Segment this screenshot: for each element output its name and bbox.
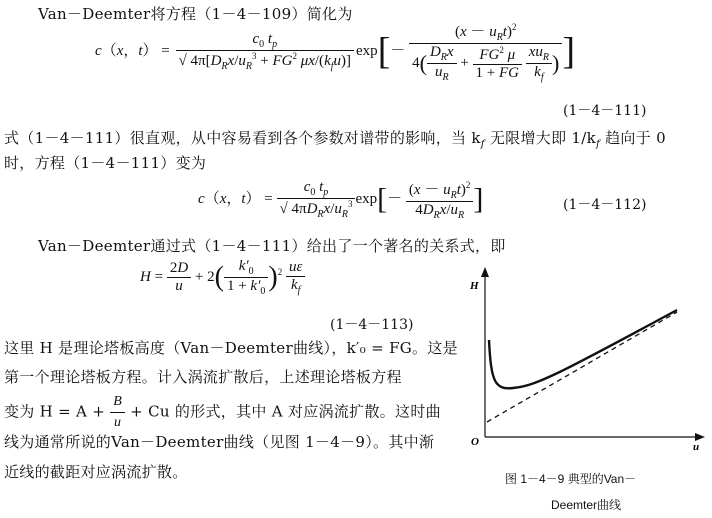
equation-111: c（x，t） = $\frac{c_0 t_p}{√ 4\pi[D_Rx/u_R^3 + FG^2 \mu x/(k_fu)]}$ exp[－ $(x - u_Rt)^2$ 4( $\frac{D_Rx}{u_R}$ + $\frac{FG^2 \mu}{1 + FG}$ $\frac{xu_R}{k_f}$ ) ] <box>95 22 576 83</box>
equation-number-113: (1－4－113) <box>330 317 414 333</box>
y-axis-label: H <box>470 280 479 292</box>
y-axis-arrow-icon <box>481 267 489 277</box>
equation-number-111: (1－4－111) <box>563 103 647 119</box>
figure-caption-line-1: 图 1－4－9 典型的Van－ <box>505 472 637 486</box>
origin-label: O <box>471 436 479 448</box>
paragraph-3-line-3: 变为 H = A + $\frac{B}{u}$ + Cu 的形式，其中 A 对应涡流扩散。这时曲 <box>4 394 441 430</box>
figure-caption-line-2: Deemter曲线 <box>551 498 622 512</box>
paragraph-3-line-1: 这里 H 是理论塔板高度（Van－Deemter曲线），k′₀ = FG。这是 <box>4 339 458 357</box>
x-axis-arrow-icon <box>695 433 705 441</box>
x-axis-label: u <box>693 441 700 452</box>
paragraph-3-line-5: 近线的截距对应涡流扩散。 <box>4 463 188 481</box>
paragraph-2: Van－Deemter通过式（1－4－111）给出了一个著名的关系式，即 <box>38 237 506 255</box>
intro-line: Van－Deemter将方程（1－4－109）简化为 <box>38 5 353 23</box>
van-deemter-curve <box>489 310 677 388</box>
equation-112: c（x，t） = $\frac{c_0 t_p}{√ 4\pi D_Rx/u_R^3}$ exp[－ $\frac{(x - u_Rt)^2}{4D_Rx/u_R}$ ] <box>198 179 484 221</box>
paragraph-3-line-4: 线为通常所说的Van－Deemter曲线（见图 1－4－9）。其中渐 <box>4 433 435 451</box>
asymptote-line <box>487 312 677 422</box>
paragraph-1-line-1: 式（1－4－111）很直观，从中容易看到各个参数对谱带的影响，当 $k_f$ 无限增大即 $1/k_f$ 趋向于 0 <box>4 129 666 150</box>
paragraph-1-line-2: 时，方程（1－4－111）变为 <box>4 154 207 172</box>
equation-113: H = $\frac{2D}{u}$ + 2( $\frac{k'_0}{1 + k'_0}$ )$^2$ $\frac{u\varepsilon}{k_f}$ <box>140 258 305 297</box>
paragraph-3-line-2: 第一个理论塔板方程。计入涡流扩散后，上述理论塔板方程 <box>4 368 402 386</box>
van-deemter-figure <box>465 262 710 452</box>
equation-number-112: (1－4－112) <box>563 197 647 213</box>
